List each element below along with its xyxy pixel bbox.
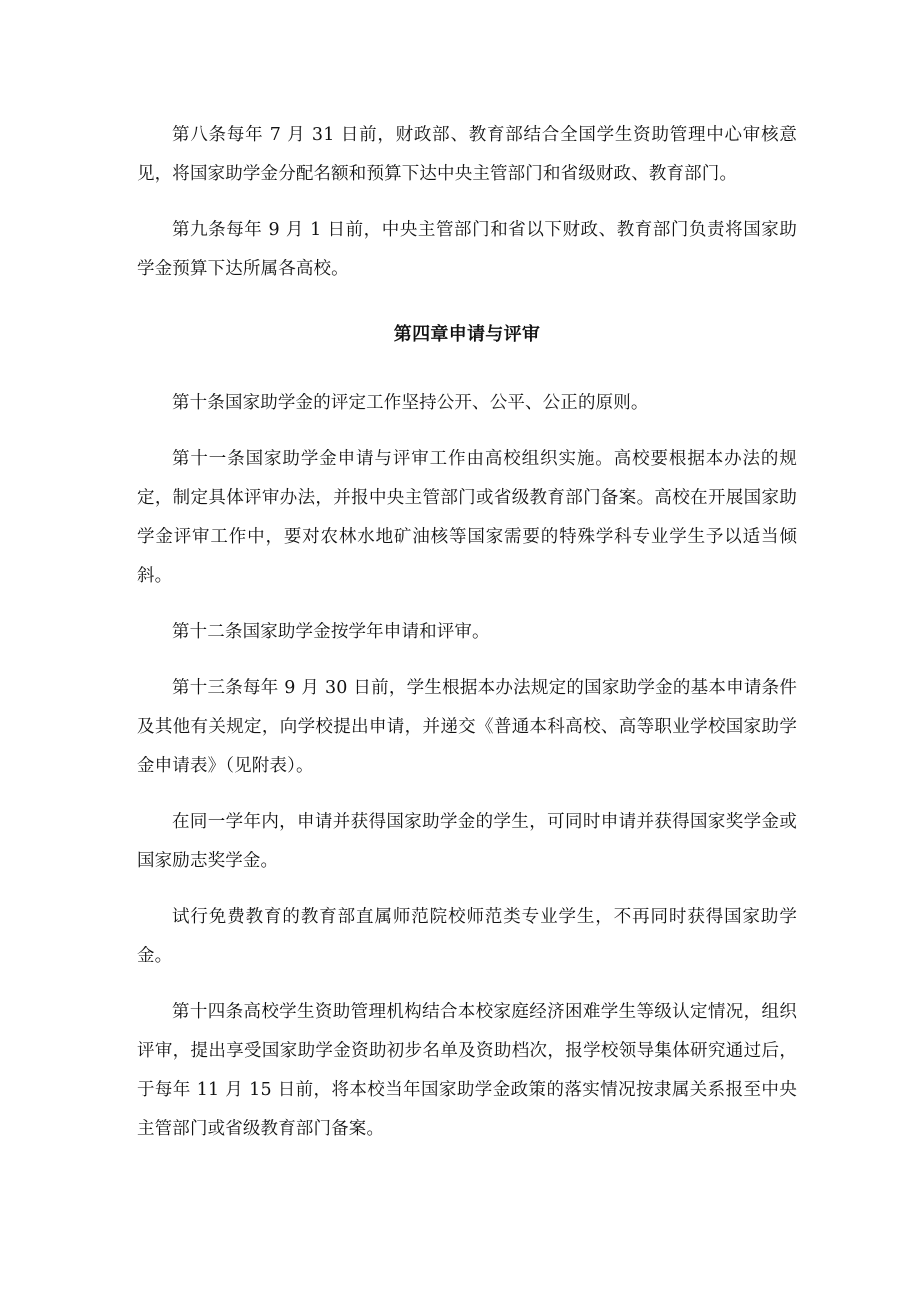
paragraph-article-10: 第十条国家助学金的评定工作坚持公开、公平、公正的原则。 bbox=[172, 393, 649, 413]
paragraph-same-year-rule: 在同一学年内，申请并获得国家助学金的学生，可同时申请并获得国家奖学金或国家励志奖学金。 bbox=[137, 812, 797, 871]
chapter-title: 第四章申请与评审 bbox=[393, 324, 541, 345]
paragraph-article-11: 第十一条国家助学金申请与评审工作由高校组织实施。高校要根据本办法的规定，制定具体评审办法，并报中央主管部门或省级教育部门备案。高校在开展国家助学金评审工作中，要对农林水地矿油核等国家需要的特殊学科专业学生予以适当倾斜。 bbox=[137, 449, 797, 586]
paragraph-article-12: 第十二条国家助学金按学年申请和评审。 bbox=[172, 622, 490, 642]
paragraph-article-13: 第十三条每年 9 月 30 日前，学生根据本办法规定的国家助学金的基本申请条件及其他有关规定，向学校提出申请，并递交《普通本科高校、高等职业学校国家助学金申请表》（见附表）。 bbox=[137, 678, 797, 776]
paragraph-article-14: 第十四条高校学生资助管理机构结合本校家庭经济困难学生等级认定情况，组织评审，提出享受国家助学金资助初步名单及资助档次，报学校领导集体研究通过后，于每年 11 月 15 日前，将本校当年国家助学金政策的落实情况按隶属关系报至中央主管部门或省级教育部门备案。 bbox=[137, 1002, 797, 1139]
document-body bbox=[137, 116, 797, 1166]
paragraph-free-education-rule: 试行免费教育的教育部直属师范院校师范类专业学生，不再同时获得国家助学金。 bbox=[137, 907, 797, 966]
paragraph-article-8: 第八条每年 7 月 31 日前，财政部、教育部结合全国学生资助管理中心审核意见，将国家助学金分配名额和预算下达中央主管部门和省级财政、教育部门。 bbox=[137, 125, 797, 184]
paragraph-article-9: 第九条每年 9 月 1 日前，中央主管部门和省以下财政、教育部门负责将国家助学金预算下达所属各高校。 bbox=[137, 220, 797, 279]
